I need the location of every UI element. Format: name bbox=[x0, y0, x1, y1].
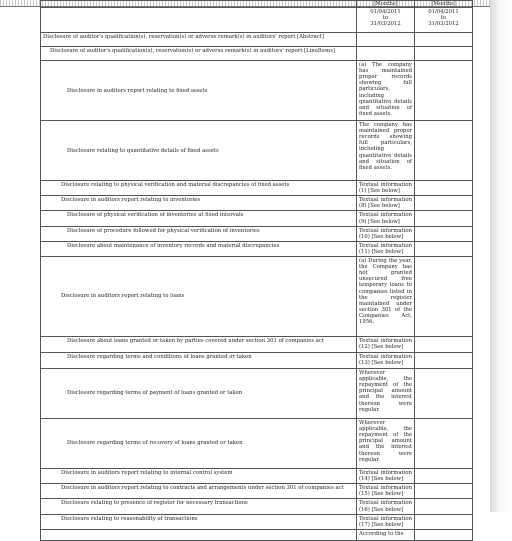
row-label: Disclosure relating to presence of register for necessary transactions bbox=[41, 499, 357, 514]
row-value: Textual information (1) [See below] bbox=[357, 181, 415, 196]
row-value-2 bbox=[415, 241, 473, 256]
table-row-register bbox=[41, 499, 473, 514]
period-col1 bbox=[357, 8, 415, 33]
table-row-abstract bbox=[41, 33, 473, 47]
table-row-loan-terms bbox=[41, 353, 473, 369]
table-row-physical-verification-fixed-assets bbox=[41, 181, 473, 196]
table-row-internal-control bbox=[41, 469, 473, 484]
table-row-fixed-assets bbox=[41, 61, 473, 121]
row-label: Disclosure relating to physical verification and material discrepancies of fixed assets bbox=[41, 181, 357, 196]
row-value bbox=[357, 47, 415, 61]
row-value: Textual information (15) [See below] bbox=[357, 484, 415, 499]
row-value-2 bbox=[415, 47, 473, 61]
period-col2-from: 01/04/2011 bbox=[428, 9, 459, 16]
row-value-2 bbox=[415, 369, 473, 419]
row-value: Textual information (14) [See below] bbox=[357, 469, 415, 484]
row-label: Disclosure about loans granted or taken by parties covered under section 301 of companies act bbox=[41, 337, 357, 353]
row-value: (a) During the year, the Company has not granted unsecured free temporary loans to companies listed in the register maintained under section 301 of the Companies Act, 1956. bbox=[357, 257, 415, 337]
row-label: Disclosure about maintenance of inventory records and material discrepancies bbox=[41, 241, 357, 256]
period-col1-end: 31/03/2012 bbox=[370, 21, 401, 28]
row-value: Textual information (8) [See below] bbox=[357, 196, 415, 211]
row-value: Textual information (11) [See below] bbox=[357, 241, 415, 256]
row-label: Disclosure in auditors report relating to inventories bbox=[41, 196, 357, 211]
row-value: Wherever applicable, the repayment of the principal amount and the interest thereon were regular. bbox=[357, 369, 415, 419]
row-label: Disclosure of procedure followed for physical verification of inventories bbox=[41, 226, 357, 241]
table-row-lineitems bbox=[41, 47, 473, 61]
row-label: Disclosure relating to quantitative details of fixed assets bbox=[41, 121, 357, 181]
row-label: Disclosure in auditors report relating to fixed assets bbox=[41, 61, 357, 121]
row-value-2 bbox=[415, 181, 473, 196]
table-row-inventories bbox=[41, 196, 473, 211]
units-col1: [Months] bbox=[357, 1, 415, 8]
row-value-2 bbox=[415, 514, 473, 529]
period-header-row bbox=[41, 8, 473, 33]
row-value-2 bbox=[415, 529, 473, 540]
row-value-2 bbox=[415, 337, 473, 353]
table-row-reasonability bbox=[41, 514, 473, 529]
table-row-loans-section-301 bbox=[41, 337, 473, 353]
auditor-disclosure-table bbox=[40, 0, 473, 541]
table-row-loans bbox=[41, 257, 473, 337]
row-label: Disclosure regarding terms of recovery of loans granted or taken bbox=[41, 419, 357, 469]
units-col2: [Months] bbox=[415, 1, 473, 8]
row-value: Textual information (9) [See below] bbox=[357, 211, 415, 226]
row-value-2 bbox=[415, 353, 473, 369]
period-col2-end: 31/03/2012 bbox=[428, 21, 459, 28]
row-value-2 bbox=[415, 196, 473, 211]
row-label: Disclosure of auditor's qualification(s), reservation(s) or adverse remark(s) in auditors' report [Abstract] bbox=[41, 33, 357, 47]
table-row-contracts-section-301 bbox=[41, 484, 473, 499]
row-label bbox=[41, 529, 357, 540]
table-row-quantitative-details bbox=[41, 121, 473, 181]
row-value-2 bbox=[415, 419, 473, 469]
row-value: Textual information (17) [See below] bbox=[357, 514, 415, 529]
period-col1-from: 01/04/2011 bbox=[370, 9, 401, 16]
period-col2-to: to bbox=[440, 15, 447, 22]
row-value: Textual information (10) [See below] bbox=[357, 226, 415, 241]
period-label-blank bbox=[41, 8, 357, 33]
period-col2 bbox=[415, 8, 473, 33]
row-label: Disclosure regarding terms and conditions of loans granted or taken bbox=[41, 353, 357, 369]
row-label: Disclosure in auditors report relating to internal control system bbox=[41, 469, 357, 484]
row-value-2 bbox=[415, 469, 473, 484]
row-value-2 bbox=[415, 484, 473, 499]
table-row-loan-payment-terms bbox=[41, 369, 473, 419]
row-label: Disclosure regarding terms of payment of loans granted or taken bbox=[41, 369, 357, 419]
row-value: The company has maintained proper records showing full particulars, including quantitative details and situation of fixed assets. bbox=[357, 121, 415, 181]
row-label: Disclosure in auditors report relating to contracts and arrangements under section 301 of companies act bbox=[41, 484, 357, 499]
row-label: Disclosure of auditor's qualification(s), reservation(s) or adverse remark(s) in auditors' report [LineItems] bbox=[41, 47, 357, 61]
row-value: Textual information (13) [See below] bbox=[357, 353, 415, 369]
row-value-2 bbox=[415, 226, 473, 241]
row-value: (a) The company has maintained proper records showing full particulars, including quantitative details and situation of fixed assets. bbox=[357, 61, 415, 121]
row-value: According to the bbox=[357, 529, 415, 540]
table-row-verification-procedure bbox=[41, 226, 473, 241]
units-label-blank bbox=[41, 1, 357, 8]
row-value: Textual information (12) [See below] bbox=[357, 337, 415, 353]
table-row-loan-recovery-terms bbox=[41, 419, 473, 469]
row-label: Disclosure of physical verification of inventories at fixed intervals bbox=[41, 211, 357, 226]
row-label: Disclosure relating to reasonability of transactions bbox=[41, 514, 357, 529]
table-row-physical-verification-inventories bbox=[41, 211, 473, 226]
page-edge-shadow bbox=[490, 0, 512, 512]
row-value-2 bbox=[415, 61, 473, 121]
row-value-2 bbox=[415, 257, 473, 337]
row-value-2 bbox=[415, 121, 473, 181]
row-value bbox=[357, 33, 415, 47]
table-row-inventory-records bbox=[41, 241, 473, 256]
row-label: Disclosure in auditors report relating to loans bbox=[41, 257, 357, 337]
row-value: Wherever applicable, the repayment of the principal amount and the interest thereon were regular. bbox=[357, 419, 415, 469]
period-col1-to: to bbox=[382, 15, 389, 22]
row-value-2 bbox=[415, 499, 473, 514]
row-value-2 bbox=[415, 211, 473, 226]
table-row-continued bbox=[41, 529, 473, 540]
row-value-2 bbox=[415, 33, 473, 47]
row-value: Textual information (16) [See below] bbox=[357, 499, 415, 514]
units-header-row bbox=[41, 1, 473, 8]
